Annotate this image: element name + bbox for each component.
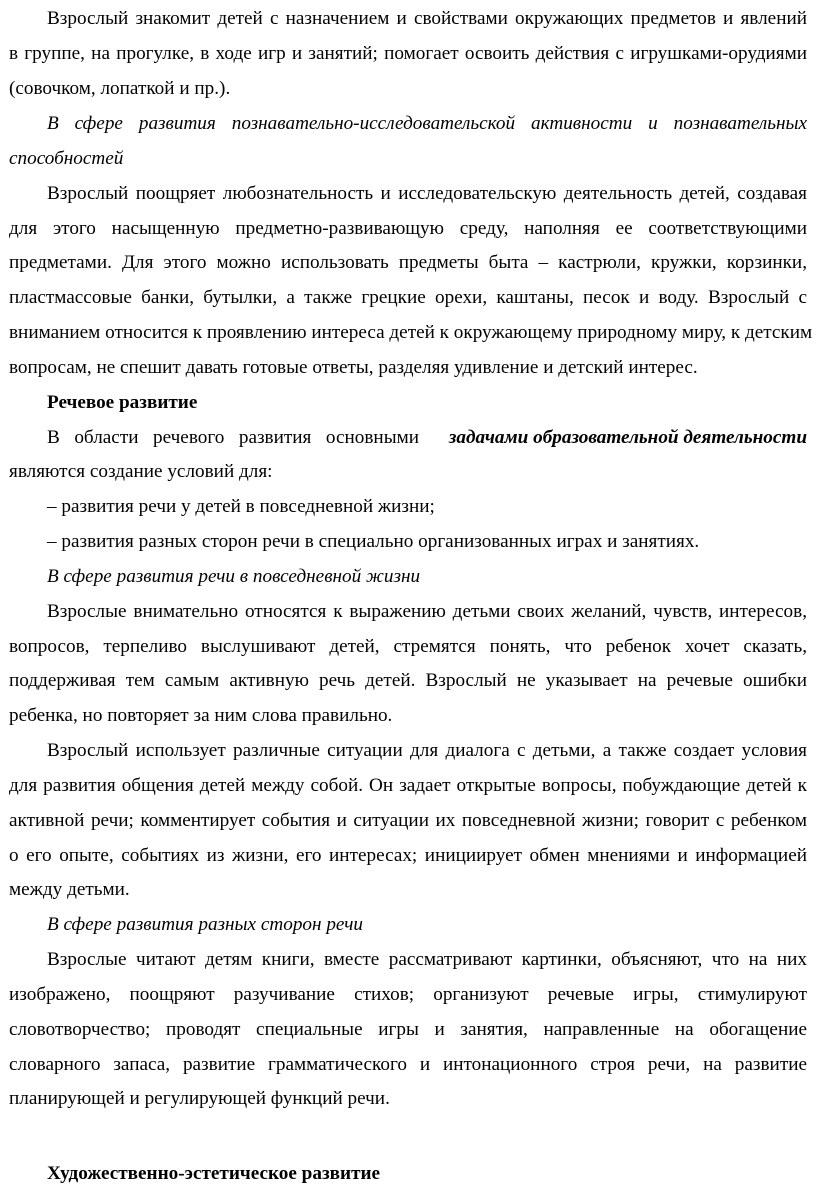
heading-text: Речевое развитие xyxy=(47,392,198,413)
paragraph-line xyxy=(0,2,816,36)
paragraph-text: между детьми. xyxy=(9,879,130,900)
paragraph-line xyxy=(0,246,816,280)
paragraph-text: Взрослый использует различные ситуации для диалога с детьми, а также создает условия xyxy=(47,740,807,761)
paragraph-line xyxy=(0,316,816,350)
heading-text: В сфере развития познавательно-исследовательской активности и познавательных xyxy=(47,113,807,134)
paragraph-text: в группе, на прогулке, в ходе игр и занятий; помогает освоить действия с игрушками-орудиями xyxy=(9,43,807,64)
paragraph-line xyxy=(0,37,816,71)
list-item xyxy=(0,490,816,524)
paragraph-line xyxy=(0,595,816,629)
list-item-text: – развития речи у детей в повседневной жизни; xyxy=(47,496,435,517)
paragraph-line xyxy=(0,212,816,246)
paragraph-line xyxy=(0,734,816,768)
paragraph-text: активной речи; комментирует события и ситуации их повседневной жизни; говорит с ребенком xyxy=(9,810,807,831)
paragraph-text: для развития общения детей между собой. Он задает открытые вопросы, побуждающие детей к xyxy=(9,775,807,796)
paragraph-text: словотворчество; проводят специальные игры и занятия, направленные на обогащение xyxy=(9,1019,807,1040)
paragraph-text: являются создание условий для: xyxy=(9,461,273,482)
paragraph-line xyxy=(0,421,816,455)
paragraph-text: В области речевого развития основными xyxy=(47,427,419,448)
paragraph-line xyxy=(0,839,816,873)
paragraph-text: поддерживая тем самым активную речь детей. Взрослый не указывает на речевые ошибки xyxy=(9,670,807,691)
section-heading-italic xyxy=(0,107,816,141)
paragraph-text-row xyxy=(47,421,807,455)
paragraph-line xyxy=(0,873,816,907)
paragraph-text: пластмассовые банки, бутылки, а также грецкие орехи, каштаны, песок и воду. Взрослый с xyxy=(9,287,807,308)
paragraph-text: ребенка, но повторяет за ним слова правильно. xyxy=(9,705,393,726)
paragraph-text: вопросам, не спешит давать готовые ответы, разделяя удивление и детский интерес. xyxy=(9,357,698,378)
paragraph-line xyxy=(0,1013,816,1047)
paragraph-line xyxy=(0,1048,816,1082)
heading-text: В сфере развития разных сторон речи xyxy=(47,914,363,935)
paragraph-text: для этого насыщенную предметно-развивающую среду, наполняя ее соответствующими xyxy=(9,218,807,239)
paragraph-line xyxy=(0,664,816,698)
heading-text: Художественно-эстетическое развитие xyxy=(47,1163,381,1184)
paragraph-text: словарного запаса, развитие грамматического и интонационного строя речи, на развитие xyxy=(9,1054,807,1075)
paragraph-text: предметами. Для этого можно использовать предметы быта – кастрюли, кружки, корзинки, xyxy=(9,252,807,273)
paragraph-text: о его опыте, событиях из жизни, его интересах; инициирует обмен мнениями и информацией xyxy=(9,845,807,866)
paragraph-line xyxy=(0,769,816,803)
paragraph-text: вопросов, терпеливо выслушивают детей, стремятся понять, что ребенок хочет сказать, xyxy=(9,636,807,657)
paragraph-text: изображено, поощряют разучивание стихов; организуют речевые игры, стимулируют xyxy=(9,984,807,1005)
paragraph-line xyxy=(0,1082,816,1116)
paragraph-line xyxy=(0,177,816,211)
section-heading-bold xyxy=(0,386,816,420)
heading-text: В сфере развития речи в повседневной жизни xyxy=(47,566,421,587)
section-heading-italic xyxy=(0,908,816,942)
list-item-text: – развития разных сторон речи в специально организованных играх и занятиях. xyxy=(47,531,700,552)
section-heading-italic xyxy=(0,560,816,594)
heading-text: способностей xyxy=(9,148,124,169)
paragraph-line xyxy=(0,455,816,489)
list-item xyxy=(0,525,816,559)
paragraph-text: Взрослые читают детям книги, вместе рассматривают картинки, объясняют, что на них xyxy=(47,949,807,970)
paragraph-line xyxy=(0,699,816,733)
paragraph-text: Взрослые внимательно относятся к выражению детьми своих желаний, чувств, интересов, xyxy=(47,601,807,622)
paragraph-line xyxy=(0,630,816,664)
paragraph-text: вниманием относится к проявлению интереса детей к окружающему природному миру, к детским xyxy=(9,322,813,343)
section-heading-italic xyxy=(0,142,816,176)
paragraph-text: Взрослый поощряет любознательность и исследовательскую деятельность детей, создавая xyxy=(47,183,807,204)
paragraph-text: планирующей и регулирующей функций речи. xyxy=(9,1088,390,1109)
paragraph-line xyxy=(0,804,816,838)
paragraph-line xyxy=(0,72,816,106)
section-heading-bold xyxy=(0,1157,816,1191)
paragraph-line xyxy=(0,351,816,385)
paragraph-line xyxy=(0,943,816,977)
paragraph-text: Взрослый знакомит детей с назначением и свойствами окружающих предметов и явлений xyxy=(47,8,807,29)
paragraph-line xyxy=(0,978,816,1012)
paragraph-text: (совочком, лопаткой и пр.). xyxy=(9,78,231,99)
emphasis-text: задачами образовательной деятельности xyxy=(448,427,807,448)
paragraph-line xyxy=(0,281,816,315)
